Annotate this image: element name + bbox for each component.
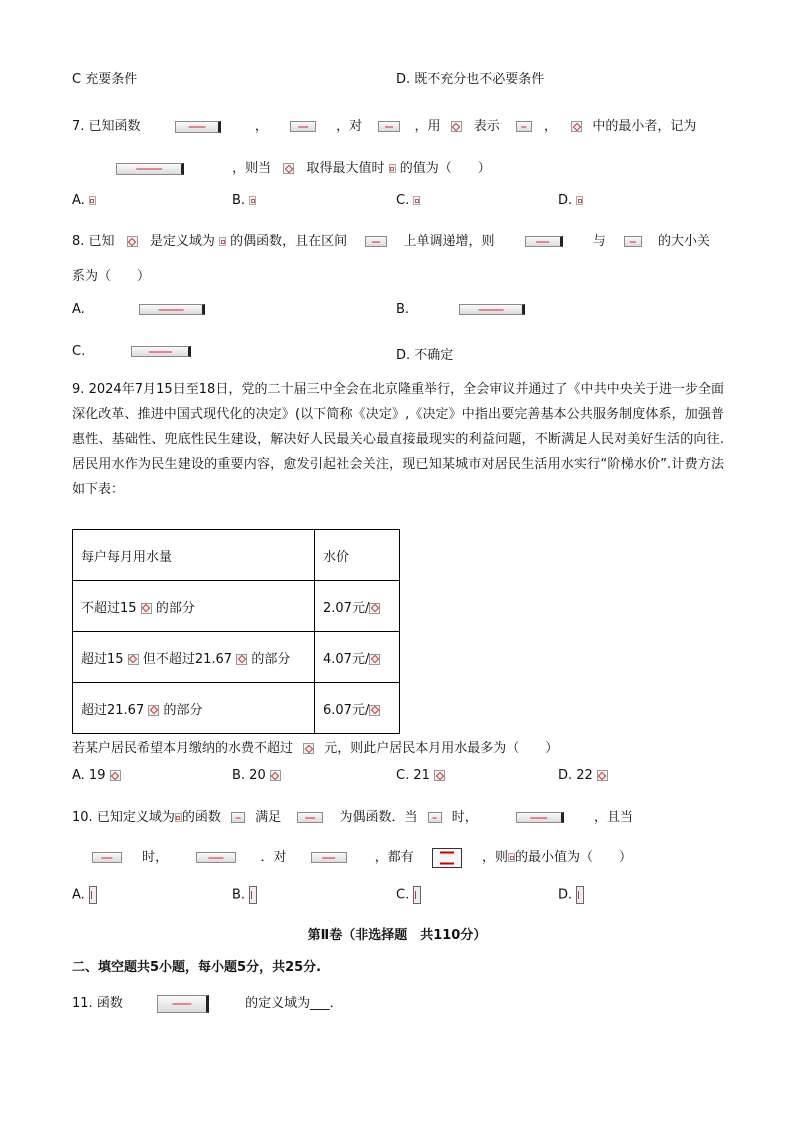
formula-image xyxy=(624,236,642,247)
q9-question: 若某户居民希望本月缴纳的水费不超过 元，则此户居民本月用水最多为（ ） xyxy=(72,741,559,756)
q7-option-d: D. xyxy=(558,193,583,208)
formula-image xyxy=(389,164,396,173)
formula-image xyxy=(413,886,421,904)
table-cell: 不超过15 的部分 xyxy=(73,581,315,632)
formula-image xyxy=(139,304,205,315)
table-header: 水价 xyxy=(315,530,400,581)
q10-line2: 时， ．对 ，都有 ，则 的最小值为（ ） xyxy=(92,846,632,868)
q9-option-d: D. 22 xyxy=(558,768,608,783)
formula-image xyxy=(270,770,281,781)
formula-image xyxy=(148,705,159,716)
q10-option-c: C. xyxy=(396,886,421,904)
formula-image xyxy=(92,852,122,863)
formula-image xyxy=(516,812,564,823)
q8-option-d: D. 不确定 xyxy=(396,348,454,363)
table-row xyxy=(73,683,400,734)
formula-image xyxy=(89,196,96,205)
formula-image xyxy=(365,236,387,247)
table-row xyxy=(73,632,400,683)
q8-line2: 系为（ ） xyxy=(72,269,151,284)
formula-image xyxy=(231,812,245,823)
q8-number: 8. xyxy=(72,234,85,249)
q7-option-b: B. xyxy=(232,193,256,208)
q7-number: 7. xyxy=(72,119,85,134)
formula-image xyxy=(525,236,563,247)
table-cell: 超过15 但不超过21.67 的部分 xyxy=(73,632,315,683)
formula-image xyxy=(131,346,191,357)
formula-image xyxy=(249,886,257,904)
table-header-row xyxy=(73,530,400,581)
table-header: 每户每月用水量 xyxy=(73,530,315,581)
q10-number: 10. xyxy=(72,810,93,825)
formula-image xyxy=(249,196,256,205)
formula-image xyxy=(508,853,515,862)
table-cell: 超过21.67 的部分 xyxy=(73,683,315,734)
q8-option-b: B. xyxy=(396,302,525,317)
formula-image xyxy=(369,705,380,716)
formula-image xyxy=(297,812,323,823)
q10-option-b: B. xyxy=(232,886,257,904)
formula-image xyxy=(459,304,525,315)
formula-image xyxy=(219,237,226,246)
q10-option-a: A. xyxy=(72,886,97,904)
q9-stem: 9. 2024年7月15日至18日，党的二十届三中全会在北京隆重举行，全会审议并通过了《中共中央关于进一步全面深化改革、推进中国式现代化的决定》(以下简称《决定》,《决定》中指出要完善基本公共服务制度体系，加强普惠性、基础性、兜底性民生建设，解决好人民最关心最直接最现实的利益问题，不断满足人民对美好生活的向往.居民用水作为民生建设的重要内容，愈发引起社会关注，现已知某城市对居民生活用水实行“阶梯水价”.计费方法如下表： xyxy=(72,382,724,497)
q7-line1: 7. 已知函数 ， ，对 ，用 表示 ， 中的最小者，记为 xyxy=(72,119,697,134)
formula-image xyxy=(311,852,347,863)
table-row xyxy=(73,581,400,632)
table-cell: 2.07元/ xyxy=(315,581,400,632)
formula-image xyxy=(434,770,445,781)
formula-image xyxy=(127,236,138,247)
table-cell: 6.07元/ xyxy=(315,683,400,734)
formula-image xyxy=(290,121,316,132)
q9-option-a: A. 19 xyxy=(72,768,121,783)
q9-option-c: C. 21 xyxy=(396,768,445,783)
formula-image xyxy=(89,886,97,904)
q8-option-c: C. xyxy=(72,344,191,359)
formula-image xyxy=(175,813,182,822)
q8-option-a: A. xyxy=(72,302,205,317)
formula-image xyxy=(432,848,462,868)
formula-image xyxy=(597,770,608,781)
q6-option-d: D. 既不充分也不必要条件 xyxy=(396,72,545,87)
formula-image xyxy=(378,121,400,132)
formula-image xyxy=(576,886,584,904)
q7-line2: ，则当 取得最大值时 的值为（ ） xyxy=(116,157,491,176)
q8-line1: 8. 已知 是定义域为 的偶函数，且在区间 上单调递增，则 与 的大小关 xyxy=(72,234,711,249)
formula-image xyxy=(369,603,380,614)
formula-image xyxy=(571,121,582,132)
formula-image xyxy=(157,995,209,1013)
formula-image xyxy=(303,743,314,754)
formula-image xyxy=(116,163,184,175)
q9-option-b: B. 20 xyxy=(232,768,281,783)
q7-option-c: C. xyxy=(396,193,420,208)
q10-line1: 10. 已知定义域为 的函数 满足 为偶函数．当 时， ，且当 xyxy=(72,810,634,825)
formula-image xyxy=(175,121,221,133)
formula-image xyxy=(283,163,294,174)
formula-image xyxy=(516,121,532,132)
section2-title: 二、填空题共5小题，每小题5分，共25分. xyxy=(72,960,322,975)
water-price-table xyxy=(72,529,400,734)
formula-image xyxy=(413,196,420,205)
formula-image xyxy=(428,812,442,823)
q11-number: 11. xyxy=(72,996,93,1011)
table-cell: 4.07元/ xyxy=(315,632,400,683)
q11: 11. 函数 的定义域为___． xyxy=(72,996,343,1011)
q6-option-c: C 充要条件 xyxy=(72,72,138,87)
formula-image xyxy=(451,121,462,132)
formula-image xyxy=(141,603,152,614)
q7-option-a: A. xyxy=(72,193,96,208)
formula-image xyxy=(128,654,139,665)
formula-image xyxy=(110,770,121,781)
formula-image xyxy=(196,852,236,863)
part2-title: 第Ⅱ卷（非选择题 共110分） xyxy=(307,928,487,943)
formula-image xyxy=(576,196,583,205)
formula-image xyxy=(369,654,380,665)
formula-image xyxy=(236,654,247,665)
q10-option-d: D. xyxy=(558,886,584,904)
